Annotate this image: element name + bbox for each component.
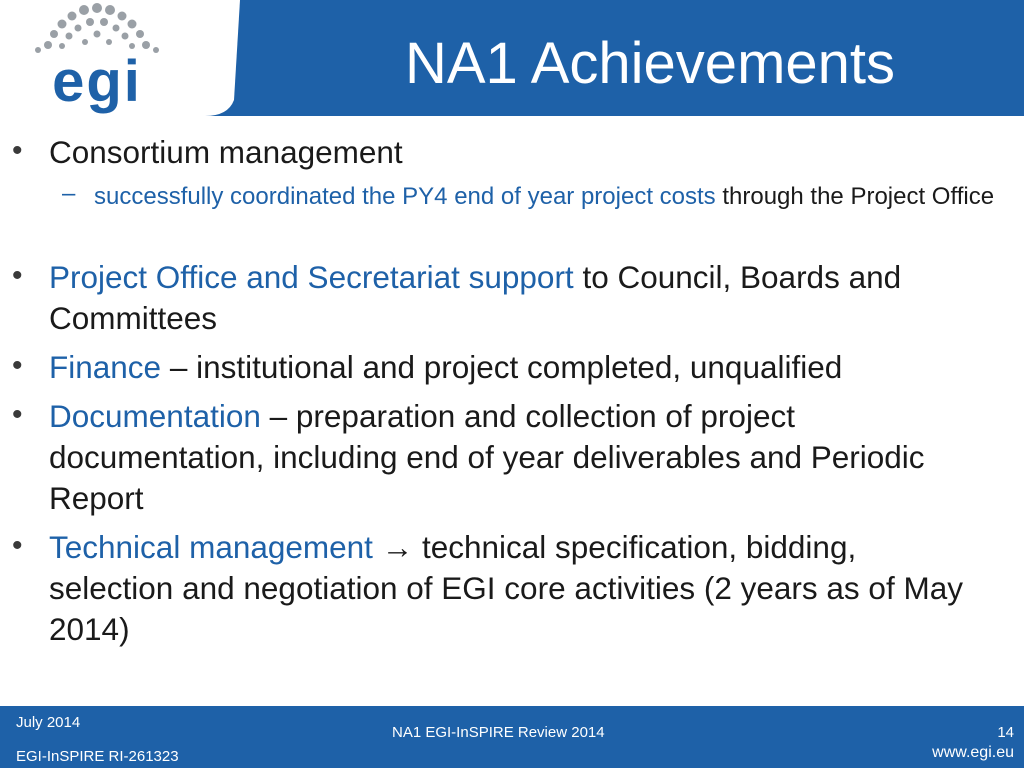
bullet-rest: technical specification, bidding, selection and negotiation of EGI core activities (2 years as of May 2014) <box>49 529 963 647</box>
bullet-rest: – preparation and collection of project documentation, including end of year deliverables and Periodic Report <box>49 398 925 516</box>
bullet-text <box>49 396 984 519</box>
arrow-icon: → <box>372 529 422 565</box>
bullet-text <box>49 257 984 339</box>
egi-logo-graphic <box>0 0 240 116</box>
bullet-highlight: Finance <box>49 349 162 385</box>
slide-header <box>0 0 1024 116</box>
bullet-rest: to Council, Boards and Committees <box>49 259 902 336</box>
slide-footer <box>0 706 1024 768</box>
footer-website: www.egi.eu <box>932 744 1014 761</box>
bullet-marker: • <box>12 259 23 292</box>
bullet-text <box>49 132 984 173</box>
page-number: 14 <box>997 724 1014 741</box>
footer-date: July 2014 <box>16 714 81 731</box>
logo-wordmark: egi <box>52 49 142 114</box>
sub-bullet-highlight: successfully coordinated the PY4 end of year project costs <box>94 183 716 210</box>
bullet-rest: – institutional and project completed, unqualified <box>161 349 843 385</box>
footer-project-id: EGI-InSPIRE RI-261323 <box>16 748 179 765</box>
bullet-marker: • <box>12 134 23 167</box>
sub-bullet-marker: – <box>62 180 76 207</box>
slide-title: NA1 Achievements <box>404 31 896 96</box>
bullet-highlight: Project Office and Secretariat support <box>49 259 574 295</box>
bullet-text <box>49 527 984 650</box>
egi-logo <box>0 0 240 116</box>
footer-event-title: NA1 EGI-InSPIRE Review 2014 <box>392 724 605 741</box>
bullet-heading: Consortium management <box>49 134 403 170</box>
sub-bullet-text <box>94 180 999 214</box>
bullet-text <box>49 347 984 388</box>
bullet-marker: • <box>12 349 23 382</box>
bullet-highlight: Technical management <box>49 529 373 565</box>
bullet-highlight: Documentation <box>49 398 261 434</box>
bullet-marker: • <box>12 529 23 562</box>
sub-bullet-rest: through the Project Office <box>715 183 995 210</box>
bullet-marker: • <box>12 398 23 431</box>
